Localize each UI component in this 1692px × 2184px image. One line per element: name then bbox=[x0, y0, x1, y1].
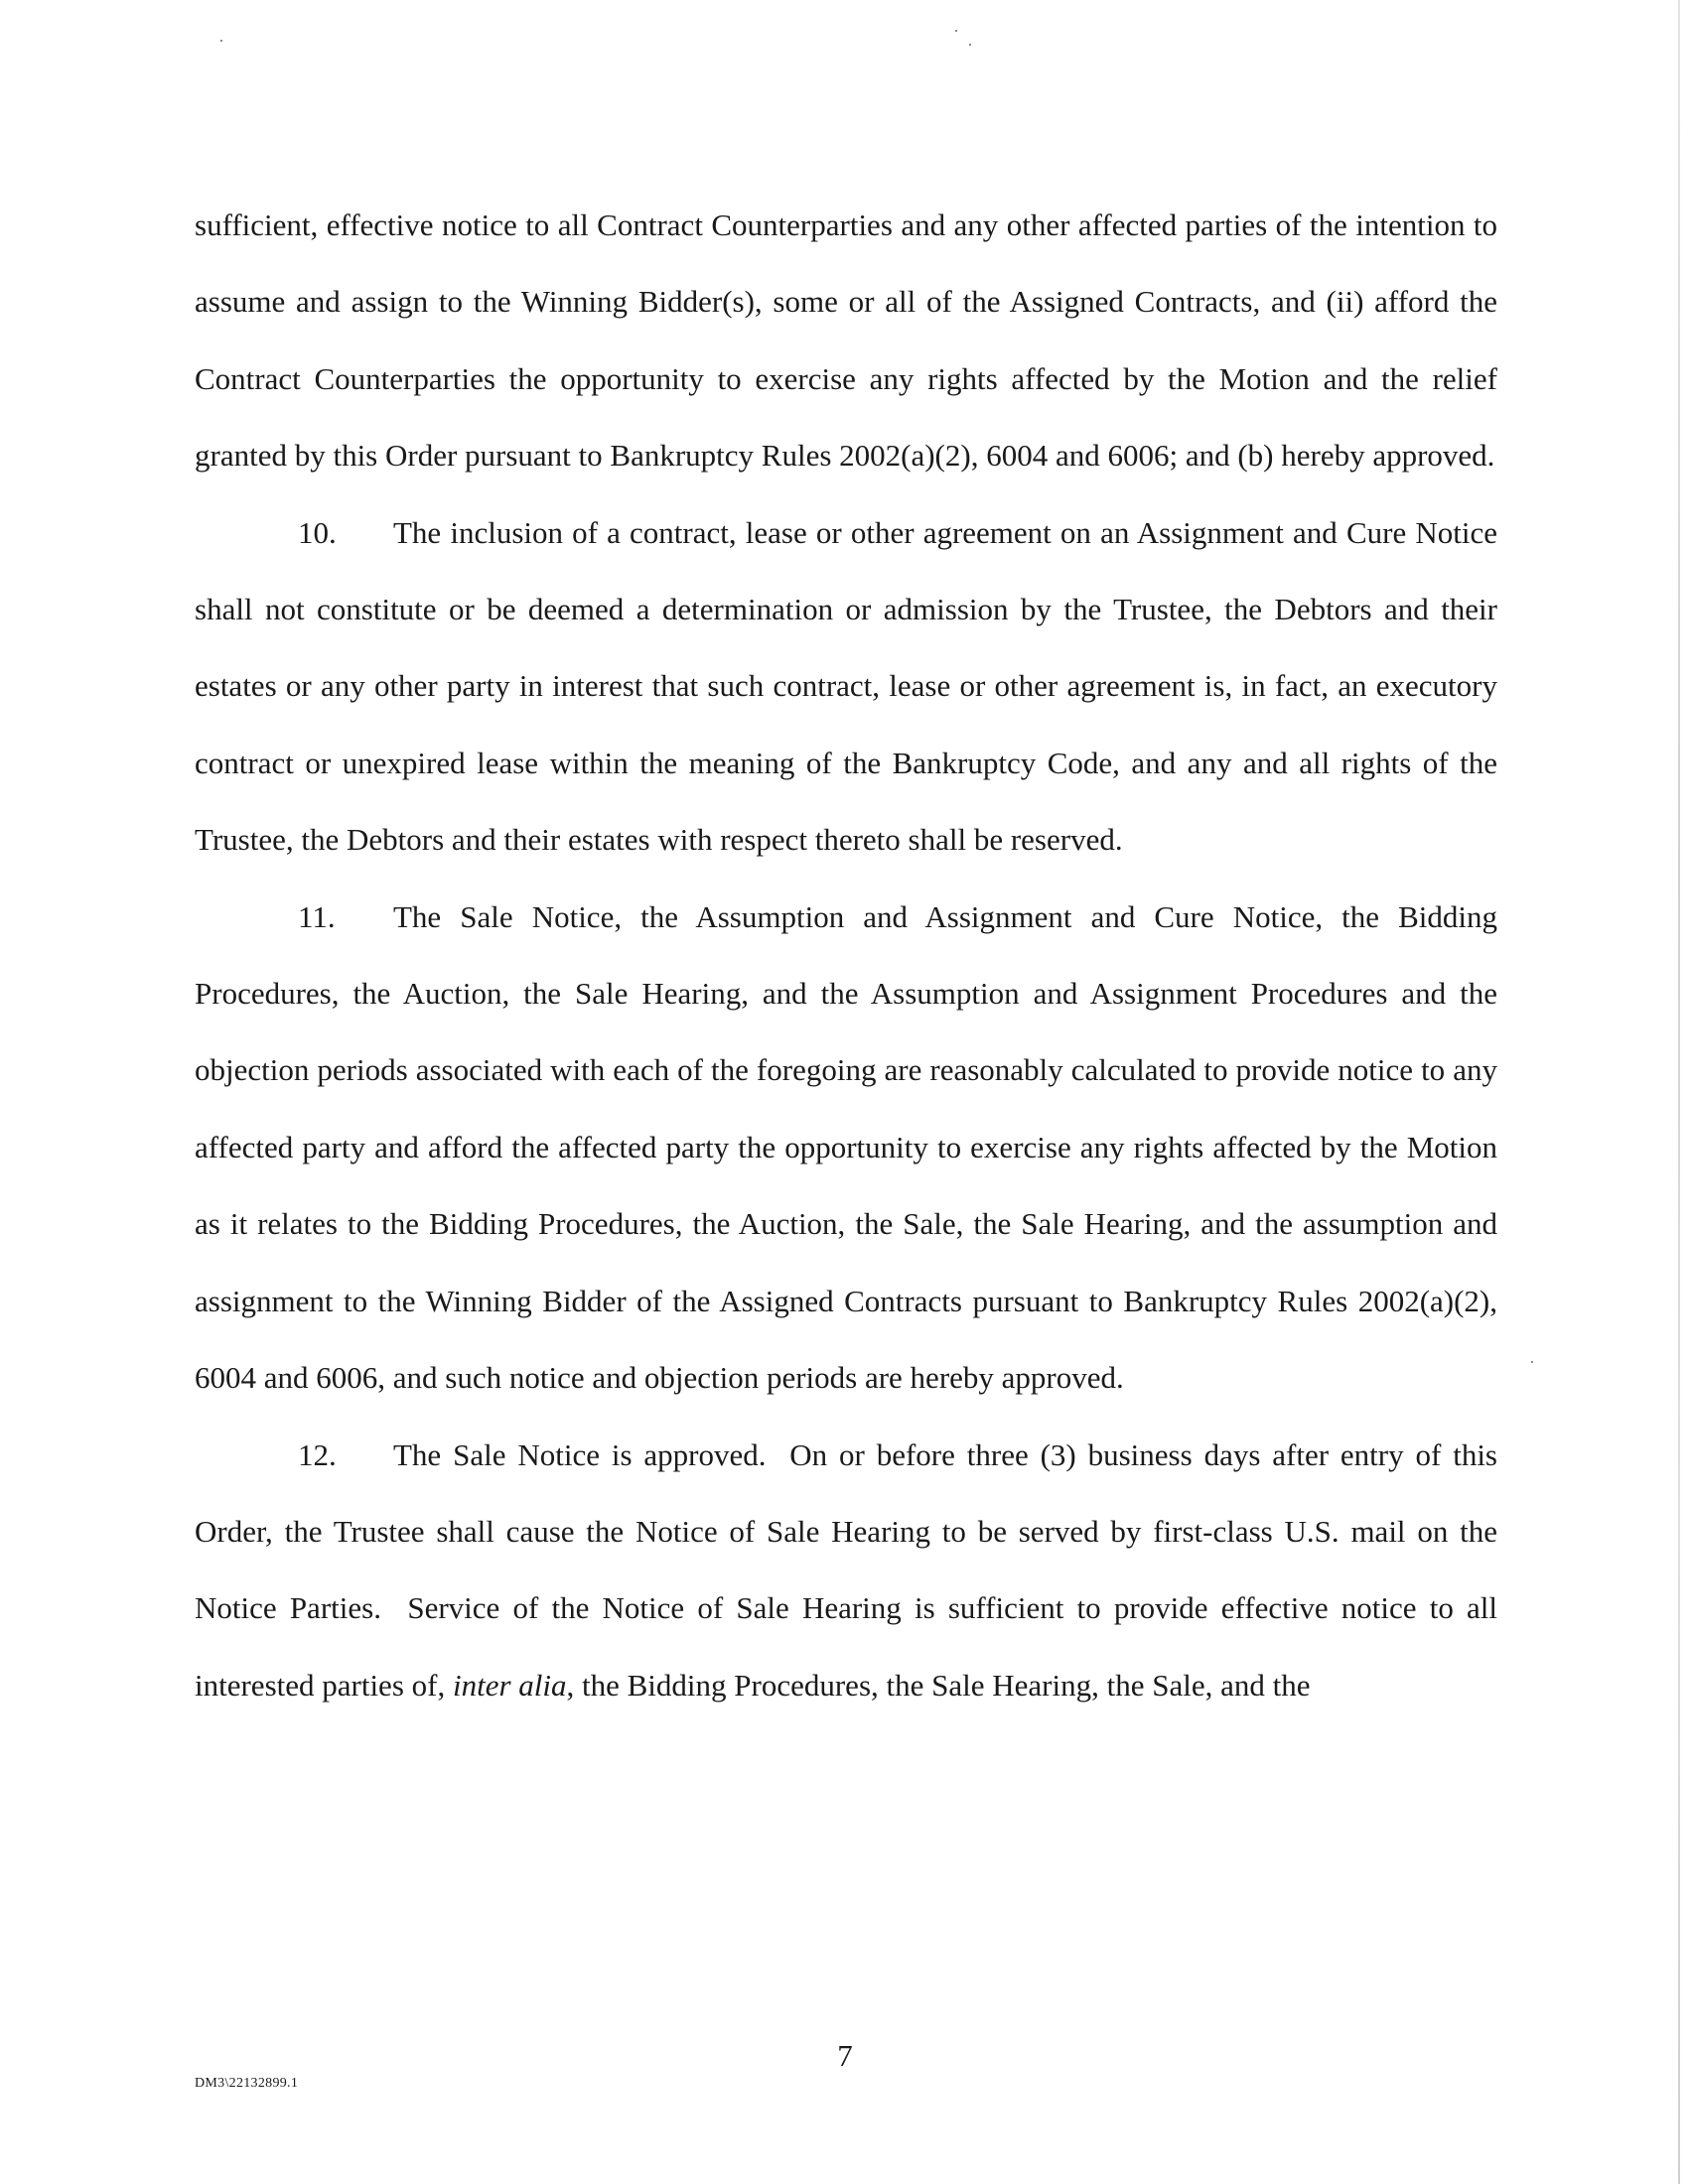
paragraph-text: The inclusion of a contract, lease or other agreement on an Assignment and Cure Notice shall not constitute or be deemed a determination or admission by the Trustee, the Debtors and their estates or any other party in interest that such contract, lease or other agreement is, in fact, an executory contract or unexpired lease within the meaning of the Bankruptcy Code, and any and all rights of the Trustee, the Debtors and their estates with respect thereto shall be reserved. bbox=[195, 514, 1497, 858]
scan-speck bbox=[955, 30, 957, 32]
page-number: 7 bbox=[837, 2038, 853, 2073]
paragraph-number: 10. bbox=[298, 514, 337, 550]
paragraph-text: The Sale Notice is approved. On or before three (3) business days after entry of this Order, the Trustee shall cause the Notice of Sale Hearing to be served by first-class U.S. mail on the Notice Parties. Service of the Notice of Sale Hearing is sufficient to provide effective notice to all interested parties of, bbox=[195, 1436, 1505, 1703]
italic-term: inter alia bbox=[452, 1667, 567, 1703]
scan-speck bbox=[969, 44, 971, 46]
document-body bbox=[195, 187, 1505, 1723]
scan-edge-line bbox=[1678, 0, 1680, 2184]
paragraph-text-continued: , the Bidding Procedures, the Sale Hearing, the Sale, and the bbox=[566, 1667, 1311, 1703]
paragraph-12 bbox=[195, 1417, 1505, 1724]
scan-speck bbox=[1531, 1361, 1533, 1363]
paragraph-number: 11. bbox=[298, 898, 336, 934]
paragraph-10 bbox=[195, 494, 1497, 879]
continuation-paragraph: sufficient, effective notice to all Contract Counterparties and any other affected parties of the intention to assume and assign to the Winning Bidder(s), some or all of the Assigned Contracts, and (ii) afford the Contract Counterparties the opportunity to exercise any rights affected by the Motion and the relief granted by this Order pursuant to Bankruptcy Rules 2002(a)(2), 6004 and 6006; and (b) hereby approved. bbox=[195, 207, 1497, 474]
scan-speck bbox=[220, 40, 222, 42]
paragraph-text: The Sale Notice, the Assumption and Assignment and Cure Notice, the Bidding Procedures, the Auction, the Sale Hearing, and the Assumption and Assignment Procedures and the objection periods associated with each of the foregoing are reasonably calculated to provide notice to any affected party and afford the affected party the opportunity to exercise any rights affected by the Motion as it relates to the Bidding Procedures, the Auction, the Sale, the Sale Hearing, and the assumption and assignment to the Winning Bidder of the Assigned Contracts pursuant to Bankruptcy Rules 2002(a)(2), 6004 and 6006, and such notice and objection periods are hereby approved. bbox=[195, 898, 1497, 1396]
paragraph-number: 12. bbox=[298, 1436, 337, 1472]
document-id: DM3\22132899.1 bbox=[195, 2076, 299, 2091]
paragraph-11 bbox=[195, 879, 1497, 1417]
